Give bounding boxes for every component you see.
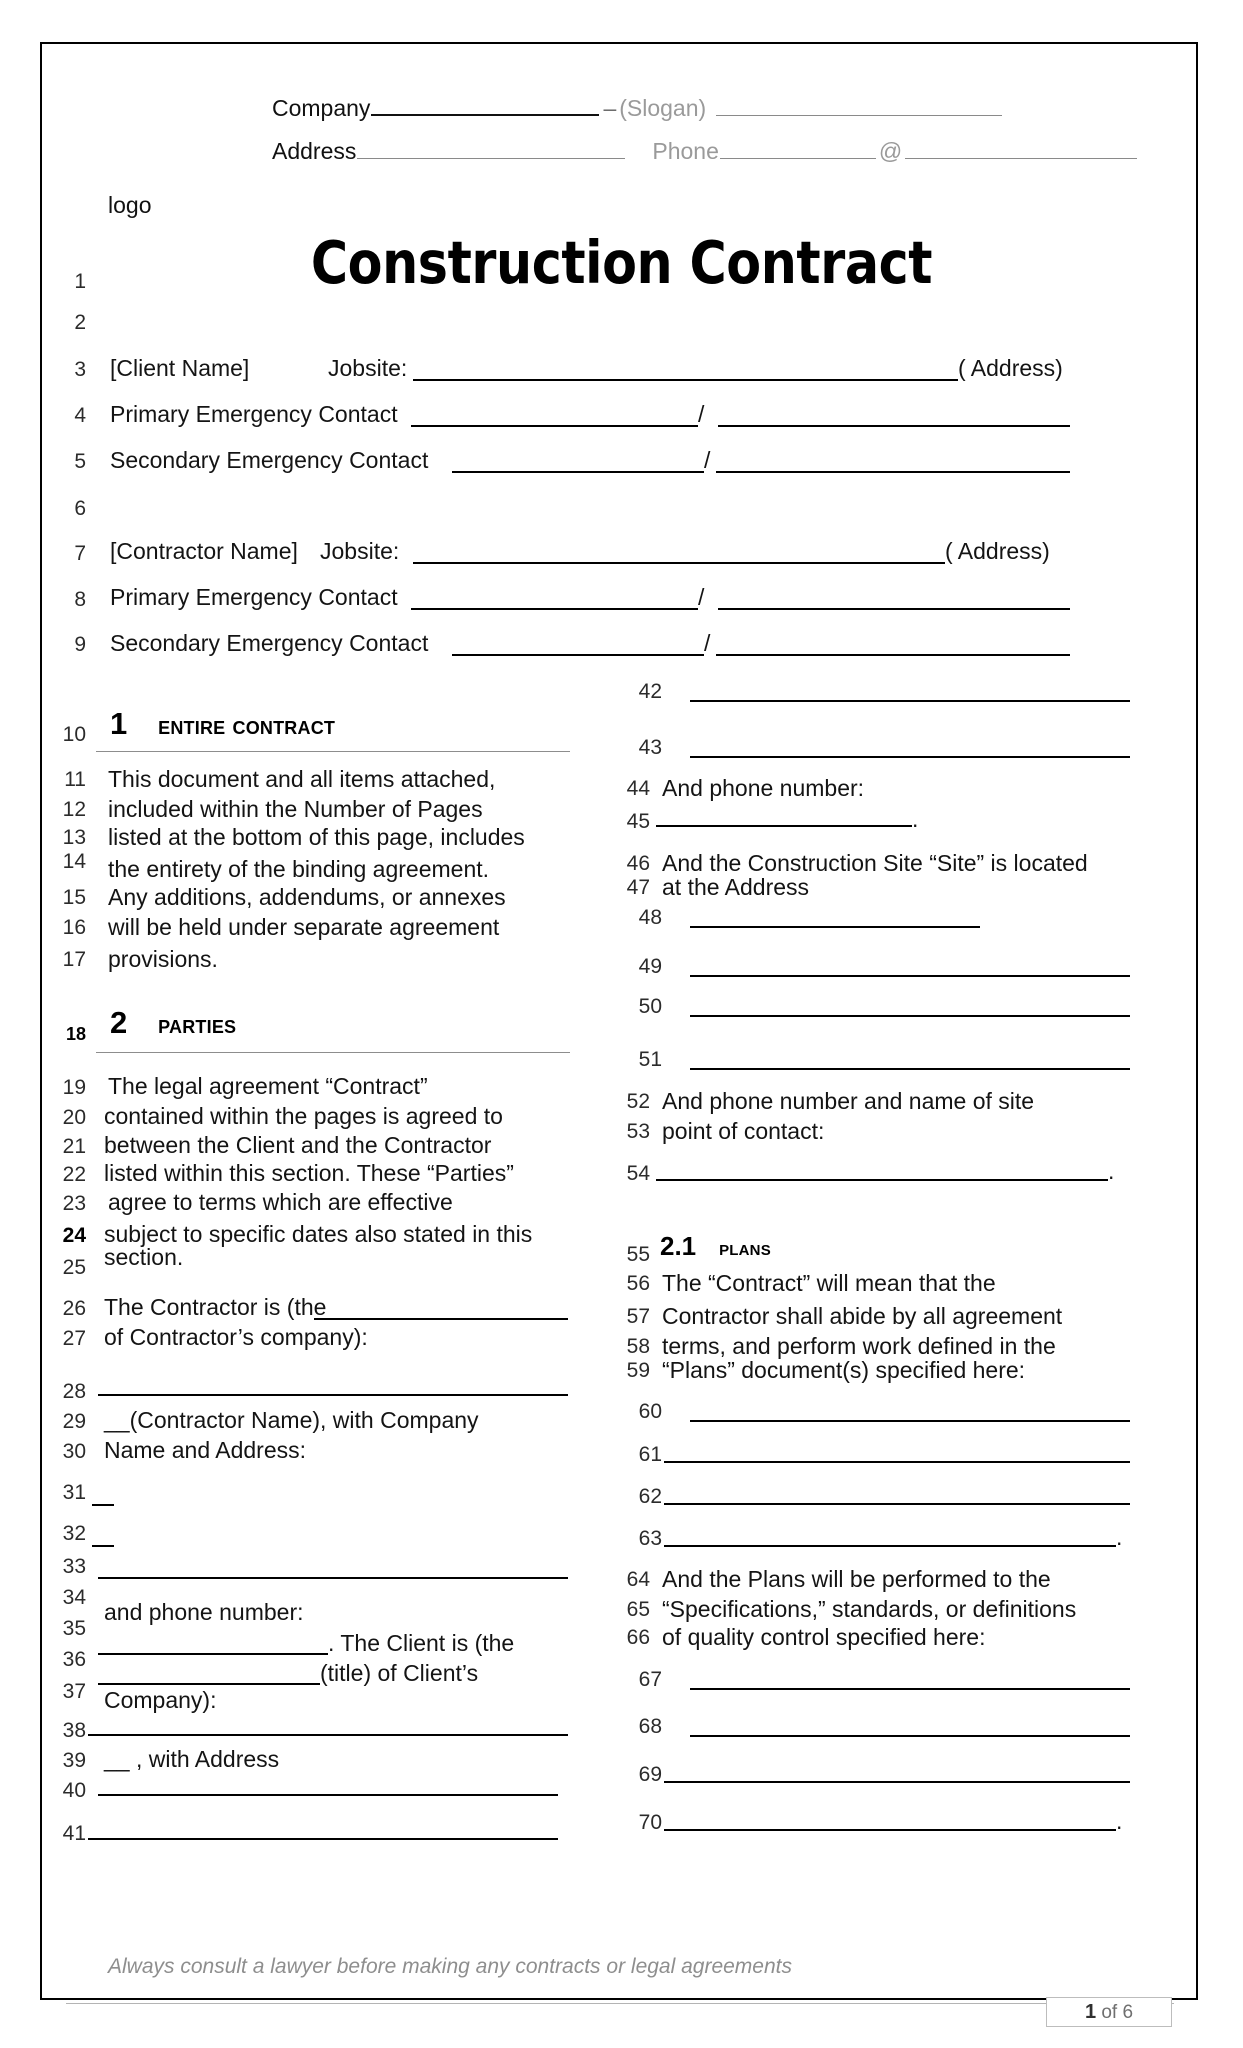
line-number-4: 4	[74, 404, 86, 427]
section-2-heading	[110, 1005, 236, 1041]
client-primary-emergency-fill-2[interactable]	[718, 425, 1070, 427]
client-secondary-slash: /	[704, 447, 711, 473]
right-fill-49[interactable]	[690, 975, 1130, 977]
right-fill-42[interactable]	[690, 700, 1130, 702]
contractor-secondary-slash: /	[704, 630, 711, 656]
plans-body-line-1: The “Contract” will mean that the	[662, 1270, 996, 1296]
right-fill-54-period: .	[1108, 1158, 1115, 1184]
company-fill-rule[interactable]	[371, 114, 599, 116]
site-phone-line-1: And phone number and name of site	[662, 1088, 1035, 1114]
line-number-46: 46	[626, 852, 650, 875]
section-2-body-line-7: section.	[104, 1244, 184, 1270]
client-name-fill-38[interactable]	[88, 1734, 568, 1736]
address-label: Address	[272, 138, 357, 164]
line-number-20: 20	[62, 1106, 86, 1129]
client-secondary-emergency-fill-1[interactable]	[452, 471, 704, 473]
line-number-19: 19	[62, 1076, 86, 1099]
line-number-53: 53	[626, 1120, 650, 1143]
section-1-heading	[110, 706, 335, 742]
right-fill-70[interactable]	[664, 1829, 1116, 1831]
line-number-11: 11	[64, 768, 86, 791]
line-number-34: 34	[62, 1586, 86, 1609]
contractor-intro-line-2: of Contractor’s company):	[104, 1324, 368, 1350]
at-symbol: @	[878, 138, 903, 164]
client-primary-emergency-label: Primary Emergency Contact	[110, 401, 398, 427]
section-2-1-number: 2.1	[660, 1231, 697, 1261]
plans-body-line-2: Contractor shall abide by all agreement	[662, 1303, 1063, 1329]
section-2-body-line-2: contained within the pages is agreed to	[104, 1103, 503, 1129]
contractor-jobsite-label: Jobsite:	[320, 538, 400, 564]
line-number-50: 50	[638, 995, 662, 1018]
right-fill-54[interactable]	[656, 1179, 1108, 1181]
letterhead-dash: –	[603, 95, 617, 121]
line-number-42: 42	[638, 680, 662, 703]
contractor-name-line-2: Name and Address:	[104, 1437, 307, 1463]
line-number-51: 51	[638, 1048, 662, 1071]
contractor-name-line: __(Contractor Name), with Company	[104, 1407, 479, 1433]
contractor-primary-slash: /	[698, 584, 705, 610]
contractor-blank-fill-31[interactable]	[92, 1504, 114, 1506]
section-1-body-line-6: will be held under separate agreement	[108, 914, 500, 940]
line-number-10: 10	[62, 723, 86, 746]
logo-placeholder: logo	[108, 192, 152, 218]
line-number-8: 8	[74, 588, 86, 611]
right-fill-45-period: .	[912, 806, 919, 832]
section-1-body-line-7: provisions.	[108, 946, 218, 972]
line-number-25: 25	[62, 1256, 86, 1279]
plans-specs-line-3: of quality control specified here:	[662, 1624, 986, 1650]
line-number-57: 57	[626, 1305, 650, 1328]
line-number-64: 64	[626, 1568, 650, 1591]
contractor-title-fill[interactable]	[314, 1318, 568, 1320]
line-number-24: 24	[62, 1224, 86, 1247]
contractor-phone-fill[interactable]	[98, 1653, 328, 1655]
section-2-underline	[96, 1052, 570, 1053]
line-number-36: 36	[62, 1648, 86, 1671]
contractor-primary-emergency-fill-1[interactable]	[411, 608, 698, 610]
client-primary-emergency-fill-1[interactable]	[411, 425, 698, 427]
section-2-body-line-5: agree to terms which are effective	[108, 1189, 453, 1215]
line-number-32: 32	[62, 1522, 86, 1545]
line-number-7: 7	[74, 542, 86, 565]
site-located-line-1: And the Construction Site “Site” is located	[662, 850, 1088, 876]
section-2-body-line-6: subject to specific dates also stated in this	[104, 1221, 533, 1247]
line-number-26: 26	[62, 1297, 86, 1320]
line-number-63: 63	[638, 1527, 662, 1550]
client-secondary-emergency-label: Secondary Emergency Contact	[110, 447, 429, 473]
contractor-blank-fill-32[interactable]	[92, 1545, 114, 1547]
contractor-primary-emergency-label: Primary Emergency Contact	[110, 584, 398, 610]
line-number-23: 23	[62, 1192, 86, 1215]
company-label: Company	[272, 95, 371, 121]
line-number-43: 43	[638, 736, 662, 759]
letterhead-row-address	[272, 138, 1152, 165]
contractor-secondary-emergency-fill-2[interactable]	[716, 654, 1070, 656]
line-number-21: 21	[62, 1135, 86, 1158]
right-fill-62[interactable]	[664, 1503, 1130, 1505]
line-number-39: 39	[62, 1749, 86, 1772]
section-1-body-line-2: included within the Number of Pages	[108, 796, 483, 822]
right-fill-68[interactable]	[690, 1735, 1130, 1737]
plans-and-phone-number: And phone number:	[662, 775, 865, 801]
right-fill-61[interactable]	[664, 1461, 1130, 1463]
line-number-55: 55	[626, 1243, 650, 1266]
line-number-65: 65	[626, 1598, 650, 1621]
right-fill-60[interactable]	[690, 1420, 1130, 1422]
line-number-28: 28	[62, 1380, 86, 1403]
slogan-label: (Slogan)	[619, 95, 707, 121]
section-1-underline	[96, 751, 570, 752]
client-primary-slash: /	[698, 401, 705, 427]
line-number-47: 47	[626, 876, 650, 899]
line-number-17: 17	[62, 948, 86, 971]
plans-body-line-4: “Plans” document(s) specified here:	[662, 1357, 1026, 1383]
contractor-address-note: ( Address)	[945, 538, 1050, 564]
contractor-intro-line-1: The Contractor is (the	[104, 1294, 327, 1320]
section-1-body-line-1: This document and all items attached,	[108, 766, 496, 792]
line-number-44: 44	[626, 777, 650, 800]
line-number-9: 9	[74, 633, 86, 656]
right-fill-48[interactable]	[690, 926, 980, 928]
client-is-line-3: Company):	[104, 1687, 217, 1713]
letterhead-row-company	[272, 95, 1152, 122]
line-number-70: 70	[638, 1811, 662, 1834]
line-number-49: 49	[638, 955, 662, 978]
contractor-secondary-emergency-label: Secondary Emergency Contact	[110, 630, 429, 656]
section-1-body-line-3: listed at the bottom of this page, includes	[108, 824, 525, 850]
footer-disclaimer: Always consult a lawyer before making any contracts or legal agreements	[108, 1955, 792, 1978]
page-current: 1	[1084, 2001, 1097, 2023]
contractor-secondary-emergency-fill-1[interactable]	[452, 654, 704, 656]
page-number-indicator	[1046, 1997, 1172, 2027]
line-number-56: 56	[626, 1272, 650, 1295]
line-number-59: 59	[626, 1359, 650, 1382]
line-number-22: 22	[62, 1163, 86, 1186]
line-number-40: 40	[62, 1779, 86, 1802]
email-fill-rule[interactable]	[905, 158, 1137, 159]
section-1-number: 1	[110, 706, 128, 741]
right-fill-63[interactable]	[664, 1545, 1116, 1547]
line-number-58: 58	[626, 1335, 650, 1358]
line-number-12: 12	[62, 798, 86, 821]
footer-divider	[66, 2003, 1174, 2004]
contractor-primary-emergency-fill-2[interactable]	[718, 608, 1070, 610]
address-fill-rule[interactable]	[357, 158, 625, 159]
line-number-14: 14	[62, 850, 86, 873]
letterhead	[272, 95, 1152, 181]
line-number-37: 37	[62, 1680, 86, 1703]
line-number-35: 35	[62, 1617, 86, 1640]
right-fill-69[interactable]	[664, 1781, 1130, 1783]
line-number-45: 45	[626, 810, 650, 833]
line-number-16: 16	[62, 916, 86, 939]
section-1-body-line-4: the entirety of the binding agreement.	[108, 856, 490, 882]
client-address-fill-40[interactable]	[98, 1794, 558, 1796]
line-number-52: 52	[626, 1090, 650, 1113]
section-1-body-line-5: Any additions, addendums, or annexes	[108, 884, 506, 910]
site-phone-line-2: point of contact:	[662, 1118, 825, 1144]
slogan-fill-rule[interactable]	[716, 115, 1002, 116]
client-title-fill[interactable]	[98, 1683, 320, 1685]
right-fill-67[interactable]	[690, 1688, 1130, 1690]
client-jobsite-fill[interactable]	[413, 379, 958, 381]
phone-fill-rule[interactable]	[720, 158, 876, 159]
line-number-30: 30	[62, 1440, 86, 1463]
section-2-body-line-1: The legal agreement “Contract”	[108, 1073, 428, 1099]
line-number-61: 61	[638, 1443, 662, 1466]
line-number-27: 27	[62, 1327, 86, 1350]
client-address-note: ( Address)	[958, 355, 1063, 381]
contractor-jobsite-fill[interactable]	[413, 562, 945, 564]
line-number-2: 2	[74, 311, 86, 334]
plans-specs-line-1: And the Plans will be performed to the	[662, 1566, 1051, 1592]
client-jobsite-label: Jobsite:	[328, 355, 408, 381]
client-address-fill-41[interactable]	[88, 1838, 558, 1840]
line-number-69: 69	[638, 1763, 662, 1786]
contractor-name-placeholder: [Contractor Name]	[110, 538, 298, 564]
client-name-placeholder: [Client Name]	[110, 355, 250, 381]
line-number-68: 68	[638, 1715, 662, 1738]
line-number-38: 38	[62, 1719, 86, 1742]
page-total: 6	[1122, 2002, 1134, 2023]
page-of-label: of	[1101, 2002, 1118, 2023]
contractor-and-phone-number: and phone number:	[104, 1599, 304, 1625]
line-number-67: 67	[638, 1668, 662, 1691]
client-is-line-2: (title) of Client’s	[320, 1660, 479, 1686]
client-is-line-1: . The Client is (the	[328, 1630, 515, 1656]
right-fill-70-period: .	[1116, 1808, 1123, 1834]
line-number-54: 54	[626, 1162, 650, 1185]
right-fill-50[interactable]	[690, 1015, 1130, 1017]
section-2-number: 2	[110, 1005, 128, 1040]
line-number-15: 15	[62, 886, 86, 909]
section-1-name: entire contract	[158, 712, 336, 740]
section-2-name: parties	[158, 1011, 237, 1039]
line-number-1: 1	[74, 270, 86, 293]
line-number-18: 18	[65, 1024, 86, 1044]
section-2-1-heading	[660, 1231, 771, 1262]
right-fill-43[interactable]	[690, 756, 1130, 758]
contractor-blank-fill-28[interactable]	[98, 1394, 568, 1396]
contractor-blank-fill-33[interactable]	[98, 1577, 568, 1579]
section-2-body-line-4: listed within this section. These “Parties”	[104, 1160, 514, 1186]
line-number-41: 41	[62, 1822, 86, 1845]
line-number-60: 60	[638, 1400, 662, 1423]
section-2-1-name: plans	[719, 1235, 771, 1260]
right-fill-51[interactable]	[690, 1068, 1130, 1070]
line-number-33: 33	[62, 1555, 86, 1578]
phone-label: Phone	[652, 138, 719, 164]
right-fill-45[interactable]	[656, 825, 912, 827]
line-number-48: 48	[638, 906, 662, 929]
plans-specs-line-2: “Specifications,” standards, or definitions	[662, 1596, 1077, 1622]
client-with-address: __ , with Address	[104, 1746, 280, 1772]
line-number-31: 31	[62, 1481, 86, 1504]
line-number-29: 29	[62, 1410, 86, 1433]
line-number-13: 13	[62, 826, 86, 849]
page-title: Construction Contract	[310, 228, 933, 297]
line-number-5: 5	[74, 450, 86, 473]
right-fill-63-period: .	[1116, 1524, 1123, 1550]
line-number-3: 3	[74, 358, 86, 381]
client-secondary-emergency-fill-2[interactable]	[716, 471, 1070, 473]
line-number-62: 62	[638, 1485, 662, 1508]
line-number-66: 66	[626, 1626, 650, 1649]
site-located-line-2: at the Address	[662, 874, 810, 900]
line-number-6: 6	[74, 497, 86, 520]
plans-body-line-3: terms, and perform work defined in the	[662, 1333, 1056, 1359]
section-2-body-line-3: between the Client and the Contractor	[104, 1132, 492, 1158]
